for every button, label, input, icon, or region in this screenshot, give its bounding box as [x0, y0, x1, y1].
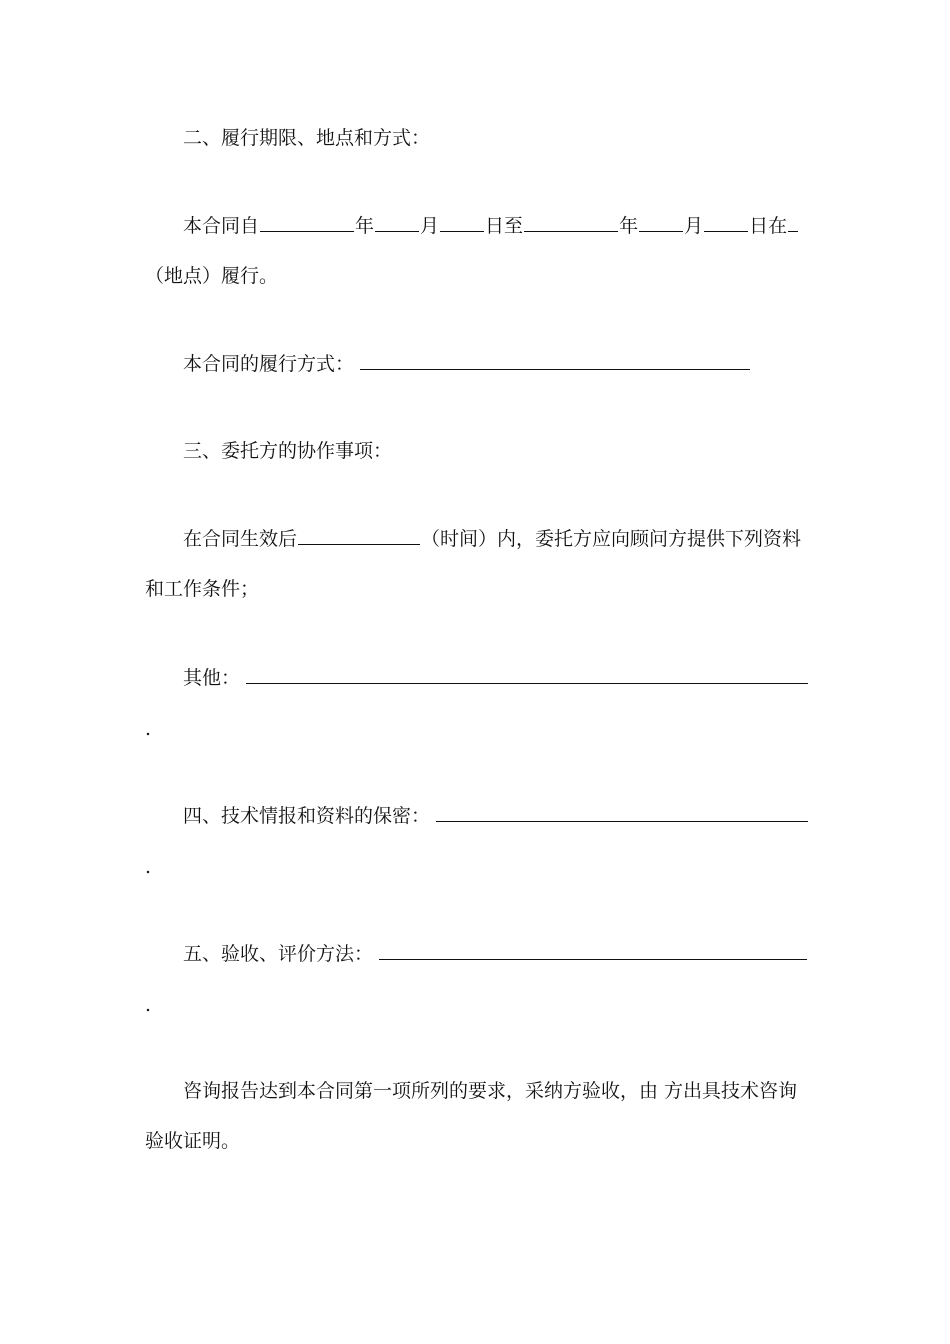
section-5-dot: .: [145, 994, 152, 1016]
section-4-line: [183, 802, 809, 828]
section-3-heading-text: 三、委托方的协作事项：: [183, 440, 393, 462]
section-2-heading-text: 二、履行期限、地点和方式：: [183, 127, 431, 149]
other-line: [183, 664, 809, 690]
end-year-blank[interactable]: [524, 212, 618, 232]
coop-line-1: [183, 525, 801, 551]
section-4-dot: .: [145, 856, 152, 878]
term-line: [183, 212, 799, 238]
term-line-2: [145, 263, 278, 289]
start-year-blank[interactable]: [260, 212, 354, 232]
other-dot: .: [145, 718, 152, 740]
method-blank[interactable]: [360, 350, 750, 370]
term-text-7: 日在: [749, 215, 788, 237]
section-5-line: [183, 940, 808, 966]
section-5-dot-line: [145, 992, 151, 1018]
location-blank[interactable]: [788, 212, 798, 232]
start-day-blank[interactable]: [440, 212, 484, 232]
accept-text-1: 咨询报告达到本合同第一项所列的要求，采纳方验收，由 方出具技术咨询: [183, 1080, 798, 1102]
method-label: 本合同的履行方式：: [183, 353, 355, 375]
other-blank[interactable]: [246, 664, 808, 684]
end-month-blank[interactable]: [639, 212, 683, 232]
other-dot-line: [145, 716, 151, 742]
term-text-2: 年: [355, 215, 375, 237]
term-text-6: 月: [684, 215, 704, 237]
coop-text-3: 和工作条件；: [145, 578, 260, 600]
section-4-label: 四、技术情报和资料的保密：: [183, 805, 431, 827]
section-4-dot-line: [145, 854, 151, 880]
term-text-4: 日至: [485, 215, 524, 237]
accept-text-2: 验收证明。: [145, 1130, 241, 1152]
confidentiality-blank[interactable]: [436, 802, 808, 822]
method-line: [183, 350, 751, 376]
term-text-5: 年: [619, 215, 639, 237]
section-5-label: 五、验收、评价方法：: [183, 943, 374, 965]
coop-text-2: （时间）内，委托方应向顾问方提供下列资料: [421, 528, 802, 550]
end-day-blank[interactable]: [704, 212, 748, 232]
term-text-1: 本合同自: [183, 215, 260, 237]
term-text-3: 月: [420, 215, 440, 237]
section-2-heading: [183, 125, 430, 151]
acceptance-blank[interactable]: [379, 940, 807, 960]
term-text-8: （地点）履行。: [145, 265, 279, 287]
coop-text-1: 在合同生效后: [183, 528, 298, 550]
start-month-blank[interactable]: [375, 212, 419, 232]
section-3-heading: [183, 438, 392, 464]
other-label: 其他：: [183, 667, 241, 689]
accept-line-1: [183, 1078, 797, 1104]
time-blank[interactable]: [298, 525, 420, 545]
coop-line-2: [145, 576, 259, 602]
accept-line-2: [145, 1128, 240, 1154]
